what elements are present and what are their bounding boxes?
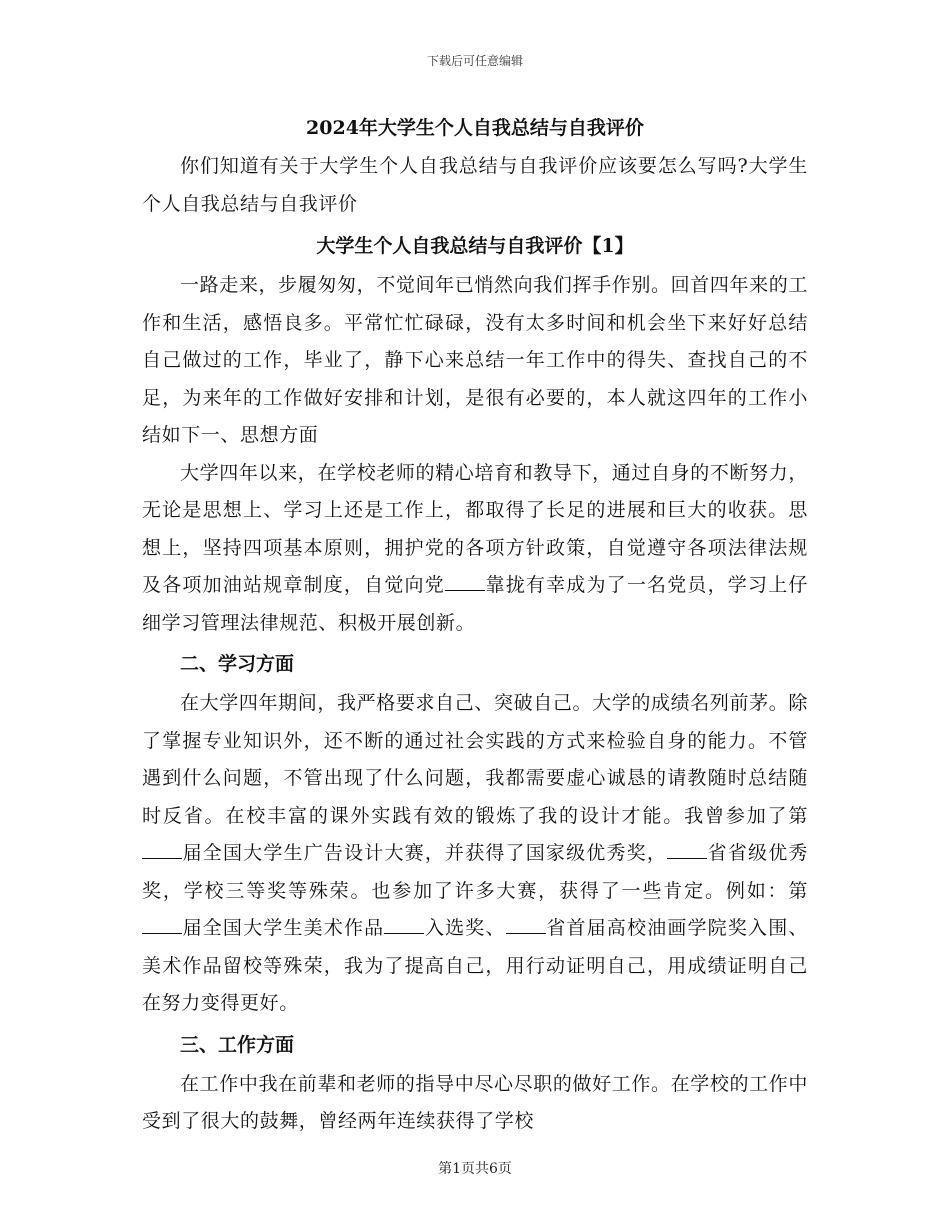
paragraph-3	[142, 685, 808, 1023]
blank-line	[142, 932, 182, 934]
paragraph-3-part-b: 届全国大学生广告设计大赛，并获得了国家级优秀奖，	[182, 842, 668, 864]
document-title: 2024年大学生个人自我总结与自我评价	[306, 117, 644, 139]
paragraph-2	[142, 455, 808, 643]
section-subtitle: 大学生个人自我总结与自我评价【1】	[316, 235, 634, 257]
paragraph-3-part-d: 届全国大学生美术作品	[182, 917, 385, 939]
document-body	[142, 112, 808, 1141]
blank-line	[384, 932, 424, 934]
intro-paragraph: 你们知道有关于大学生个人自我总结与自我评价应该要怎么写吗?大学生个人自我总结与自我评价	[142, 155, 808, 215]
section-heading-study: 二、学习方面	[180, 653, 295, 675]
blank-line	[142, 857, 182, 859]
blank-line	[667, 857, 707, 859]
paragraph-3-part-e: 入选奖、	[424, 917, 506, 939]
paragraph-1: 一路走来，步履匆匆，不觉间年已悄然向我们挥手作别。回首四年来的工作和生活，感悟良多。平常忙忙碌碌，没有太多时间和机会坐下来好好总结自己做过的工作，毕业了，静下心来总结一年工作中的得失、查找自己的不足，为来年的工作做好安排和计划，是很有必要的，本人就这四年的工作小结如下一、思想方面	[142, 274, 808, 446]
paragraph-2-part-a: 大学四年以来，在学校老师的精心培育和教导下，通过自身的不断努力，无论是思想上、学习上还是工作上，都取得了长足的进展和巨大的收获。思想上，坚持四项基本原则，拥护党的各项方针政策，自觉遵守各项法律法规及各项加油站规章制度，自觉向党	[142, 461, 808, 596]
paragraph-3-part-c: 省省级优秀奖，学校三等奖等殊荣。也参加了许多大赛，获得了一些肯定。例如：第	[142, 842, 808, 902]
paragraph-3-part-f: 省首届高校油画学院奖入围、美术作品留校等殊荣，我为了提高自己，用行动证明自己，用成绩证明自己在努力变得更好。	[142, 917, 808, 1014]
paragraph-3-part-a: 在大学四年期间，我严格要求自己、突破自己。大学的成绩名列前茅。除了掌握专业知识外，还不断的通过社会实践的方式来检验自身的能力。不管遇到什么问题，不管出现了什么问题，我都需要虚心诚恳的请教随时总结随时反省。在校丰富的课外实践有效的锻炼了我的设计才能。我曾参加了第	[142, 692, 808, 827]
blank-line	[445, 589, 485, 591]
paragraph-4: 在工作中我在前辈和老师的指导中尽心尽职的做好工作。在学校的工作中受到了很大的鼓舞，曾经两年连续获得了学校	[142, 1072, 808, 1132]
paragraph-2-part-b: 靠拢有幸成为了一名党员，学习上仔细学习管理法律规范、积极开展创新。	[142, 574, 808, 634]
page-footer: 第1页共6页	[438, 1161, 512, 1177]
blank-line	[506, 932, 546, 934]
section-heading-work: 三、工作方面	[180, 1033, 295, 1056]
page-header: 下载后可任意编辑	[426, 54, 523, 68]
